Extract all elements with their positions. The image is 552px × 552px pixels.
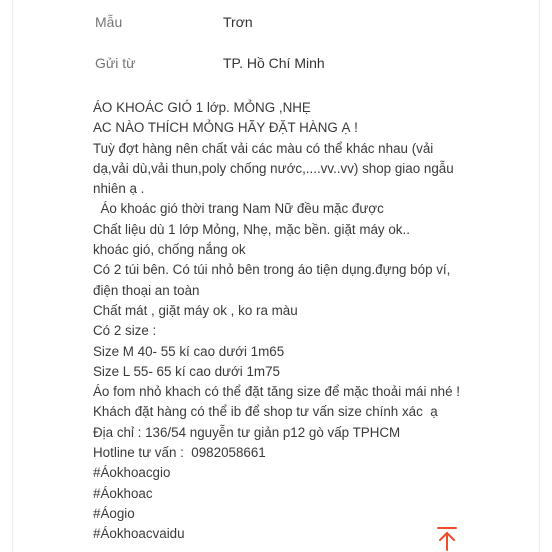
- description-line: nhiên ạ .: [93, 181, 145, 197]
- description-line: Hotline tư vấn : 0982058661: [93, 445, 266, 461]
- description-line: khoác gió, chống nắng ok: [93, 242, 246, 258]
- scroll-to-top-button[interactable]: [433, 525, 461, 552]
- spec-row-pattern: [13, 8, 539, 36]
- description-line: dạ,vải dù,vải thun,poly chống nước,....vv..vv) shop giao ngẫu: [93, 160, 454, 176]
- spec-label-ship-from: Gửi từ: [95, 55, 136, 71]
- description-line: Địa chỉ : 136/54 nguyễn tư giản p12 gò vấp TPHCM: [93, 424, 401, 440]
- description-line: Khách đặt hàng có thể ib để shop tư vấn size chính xác ạ: [93, 404, 438, 420]
- description-line: Tuỳ đợt hàng nên chất vải các màu có thể khác nhau (vải: [93, 140, 434, 156]
- description-line: Size L 55- 65 kí cao dưới 1m75: [93, 363, 280, 379]
- description-line: #Áokhoacgio: [93, 465, 171, 481]
- spec-row-ship-from: [13, 49, 539, 77]
- description-line: #Áogio: [93, 505, 135, 521]
- description-line: điện thoại an toàn: [93, 282, 200, 298]
- spec-label-pattern: Mẫu: [95, 14, 123, 30]
- spec-value-ship-from: TP. Hồ Chí Minh: [223, 55, 325, 71]
- description-line: Chất liệu dù 1 lớp Mỏng, Nhẹ, mặc bền. giặt máy ok..: [93, 221, 410, 237]
- description-line: Có 2 size :: [93, 323, 157, 339]
- description-line: #Áokhoacvaidu: [93, 526, 185, 542]
- product-detail-panel: [12, 0, 540, 552]
- description-line: Có 2 túi bên. Có túi nhỏ bên trong áo tiện dụng.đựng bóp ví,: [93, 262, 451, 278]
- arrow-up-to-top-icon: [433, 525, 461, 552]
- description-line: Size M 40- 55 kí cao dưới 1m65: [93, 343, 285, 359]
- description-line: Áo fom nhỏ khach có thể đặt tăng size để mặc thoải mái nhé !: [93, 384, 460, 400]
- description-line: AC NÀO THÍCH MỎNG HÃY ĐẶT HÀNG Ạ !: [93, 120, 358, 136]
- description-line: Áo khoác gió thời trang Nam Nữ đều mặc được: [93, 201, 384, 217]
- description-line: #Áokhoac: [93, 485, 153, 501]
- spec-value-pattern: Trơn: [223, 14, 253, 30]
- product-description: [93, 98, 513, 545]
- description-line: ÁO KHOÁC GIÓ 1 lớp. MỎNG ,NHẸ: [93, 100, 311, 115]
- description-line: Chất mát , giặt máy ok , ko ra màu: [93, 302, 298, 318]
